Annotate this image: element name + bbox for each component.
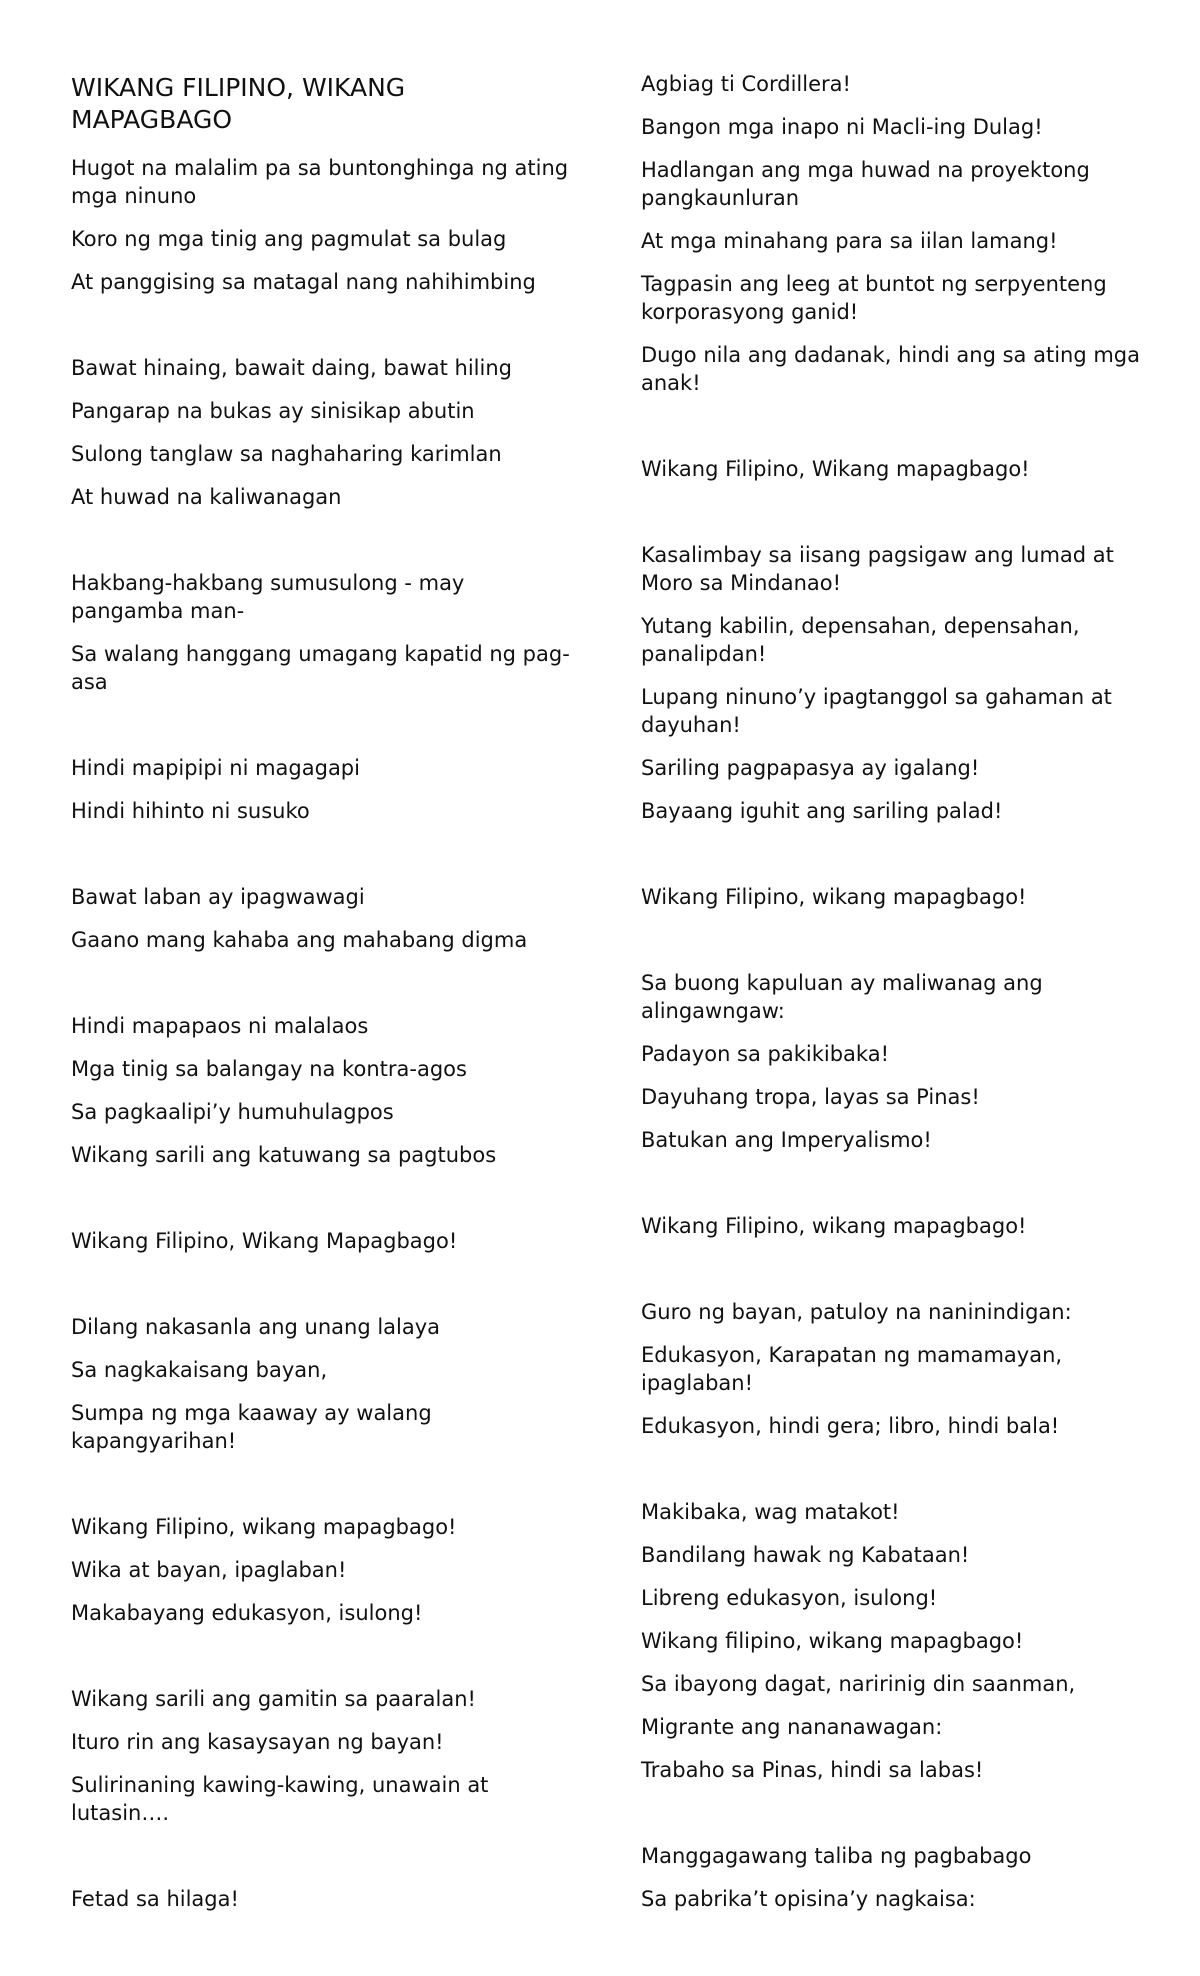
stanza-gap [641, 1455, 1151, 1498]
poem-line: Hugot na malalim pa sa buntonghinga ng ating mga ninuno [71, 156, 569, 208]
poem-line: Sulong tanglaw sa naghaharing karimlan [71, 442, 502, 466]
stanza [71, 154, 571, 296]
poem-line: Bawat hinaing, bawait daing, bawat hiling [71, 356, 512, 380]
poem-line: At panggising sa matagal nang nahihimbing [71, 270, 536, 294]
stanza-gap [641, 1255, 1151, 1298]
poem-line: Batukan ang Imperyalismo! [641, 1128, 932, 1152]
stanza [641, 969, 1151, 1154]
poem-line: Trabaho sa Pinas, hindi sa labas! [641, 1758, 984, 1782]
stanza-gap [71, 711, 571, 754]
stanza [71, 754, 571, 825]
poem-line: At huwad na kaliwanagan [71, 485, 342, 509]
stanza [71, 1885, 571, 1913]
poem-line: Bayaang iguhit ang sariling palad! [641, 799, 1003, 823]
stanza-gap [641, 1169, 1151, 1212]
stanza-gap [71, 840, 571, 883]
stanza-gap [71, 1470, 571, 1513]
poem-line: Dayuhang tropa, layas sa Pinas! [641, 1085, 980, 1109]
poem-line: Koro ng mga tinig ang pagmulat sa bulag [71, 227, 507, 251]
poem-line: Sa pagkaalipi’y humuhulagpos [71, 1100, 394, 1124]
poem-line: Makibaka, wag matakot! [641, 1500, 900, 1524]
stanza-gap [71, 1842, 571, 1885]
stanza-gap [71, 526, 571, 569]
poem-line: Sa ibayong dagat, naririnig din saanman, [641, 1672, 1076, 1696]
poem-line: Agbiag ti Cordillera! [641, 72, 851, 96]
poem-line: Sa buong kapuluan ay maliwanag ang alingawngaw: [641, 971, 1043, 1023]
stanza-gap [641, 926, 1151, 969]
poem-line: Dugo nila ang dadanak, hindi ang sa ating mga anak! [641, 343, 1140, 395]
poem-line: Ituro rin ang kasaysayan ng bayan! [71, 1730, 444, 1754]
poem-line: Sa nagkakaisang bayan, [71, 1358, 328, 1382]
poem-line: Makabayang edukasyon, isulong! [71, 1601, 423, 1625]
stanza [71, 1227, 571, 1255]
stanza-gap [641, 412, 1151, 455]
stanza [71, 569, 571, 696]
right-column [641, 0, 1151, 1928]
stanza [71, 1685, 571, 1827]
poem-line: Bangon mga inapo ni Macli-ing Dulag! [641, 115, 1043, 139]
right-stanzas [641, 70, 1151, 1913]
poem-line: Hindi mapipipi ni magagapi [71, 756, 360, 780]
poem-line: Edukasyon, hindi gera; libro, hindi bala! [641, 1414, 1060, 1438]
stanza [641, 541, 1151, 825]
stanza [641, 1298, 1151, 1440]
poem-line: Bandilang hawak ng Kabataan! [641, 1543, 970, 1567]
poem-line: Wikang Filipino, Wikang mapagbago! [641, 457, 1030, 481]
page-title: WIKANG FILIPINO, WIKANG MAPAGBAGO [71, 73, 406, 134]
poem-line: Sa pabrika’t opisina’y nagkaisa: [641, 1887, 976, 1911]
poem-line: Wikang Filipino, wikang mapagbago! [641, 885, 1027, 909]
poem-line: Hindi mapapaos ni malalaos [71, 1014, 369, 1038]
poem-line: Guro ng bayan, patuloy na naninindigan: [641, 1300, 1072, 1324]
stanza-gap [641, 1799, 1151, 1842]
poem-line: Mga tinig sa balangay na kontra-agos [71, 1057, 467, 1081]
poem-line: Gaano mang kahaba ang mahabang digma [71, 928, 528, 952]
poem-line: Hakbang-hakbang sumusulong - may pangamba man- [71, 571, 465, 623]
poem-line: Lupang ninuno’y ipagtanggol sa gahaman at dayuhan! [641, 685, 1112, 737]
poem-line: Sa walang hanggang umagang kapatid ng pag-asa [71, 642, 570, 694]
stanza [641, 1842, 1151, 1913]
poem-line: Wikang Filipino, wikang mapagbago! [71, 1515, 457, 1539]
stanza-gap [641, 498, 1151, 541]
stanza [641, 70, 1151, 397]
stanza-gap [641, 840, 1151, 883]
poem-line: Kasalimbay sa iisang pagsigaw ang lumad at Moro sa Mindanao! [641, 543, 1114, 595]
left-stanzas [71, 154, 571, 1913]
poem-line: Bawat laban ay ipagwawagi [71, 885, 365, 909]
poem-line: Wika at bayan, ipaglaban! [71, 1558, 347, 1582]
stanza-gap [71, 311, 571, 354]
poem-line: Wikang Filipino, Wikang Mapagbago! [71, 1229, 458, 1253]
stanza-gap [71, 1642, 571, 1685]
poem-line: Pangarap na bukas ay sinisikap abutin [71, 399, 475, 423]
stanza [71, 1313, 571, 1455]
stanza [71, 354, 571, 511]
poem-line: Wikang Filipino, wikang mapagbago! [641, 1214, 1027, 1238]
poem-line: Fetad sa hilaga! [71, 1887, 239, 1911]
left-column [71, 0, 571, 1928]
poem-line: Migrante ang nananawagan: [641, 1715, 943, 1739]
stanza [71, 1012, 571, 1169]
stanza [641, 1212, 1151, 1240]
stanza [641, 883, 1151, 911]
poem-line: Sariling pagpapasya ay igalang! [641, 756, 980, 780]
stanza-gap [71, 1270, 571, 1313]
poem-line: At mga minahang para sa iilan lamang! [641, 229, 1058, 253]
poem-line: Wikang sarili ang gamitin sa paaralan! [71, 1687, 476, 1711]
stanza [641, 455, 1151, 483]
poem-line: Edukasyon, Karapatan ng mamamayan, ipaglaban! [641, 1343, 1063, 1395]
poem-line: Manggagawang taliba ng pagbabago [641, 1844, 1032, 1868]
poem-line: Wikang sarili ang katuwang sa pagtubos [71, 1143, 497, 1167]
poem-line: Sumpa ng mga kaaway ay walang kapangyarihan! [71, 1401, 432, 1453]
stanza [71, 1513, 571, 1627]
poem-line: Padayon sa pakikibaka! [641, 1042, 890, 1066]
stanza [641, 1498, 1151, 1784]
poem-line: Sulirinaning kawing-kawing, unawain at lutasin…. [71, 1773, 489, 1825]
poem-line: Libreng edukasyon, isulong! [641, 1586, 938, 1610]
poem-line: Hindi hihinto ni susuko [71, 799, 310, 823]
poem-line: Tagpasin ang leeg at buntot ng serpyenteng korporasyong ganid! [641, 272, 1107, 324]
poem-line: Dilang nakasanla ang unang lalaya [71, 1315, 441, 1339]
poem-line: Wikang filipino, wikang mapagbago! [641, 1629, 1024, 1653]
poem-line: Yutang kabilin, depensahan, depensahan, panalipdan! [641, 614, 1080, 666]
poem-line: Hadlangan ang mga huwad na proyektong pangkaunluran [641, 158, 1090, 210]
stanza-gap [71, 969, 571, 1012]
stanza [71, 883, 571, 954]
stanza-gap [71, 1184, 571, 1227]
